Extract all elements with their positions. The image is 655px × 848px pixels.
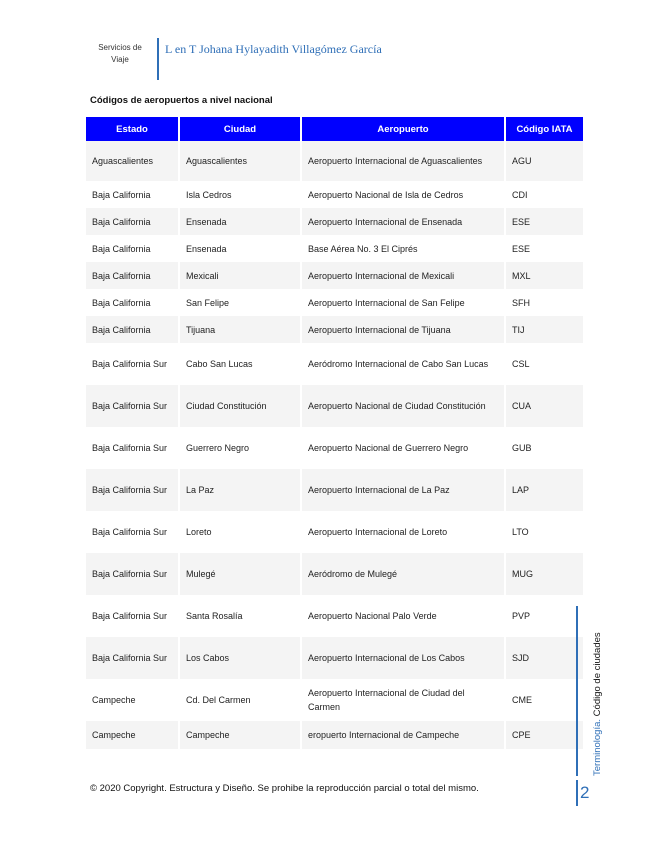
cell-ciudad: Mulegé	[180, 553, 300, 595]
cell-ciudad: Cd. Del Carmen	[180, 679, 300, 721]
page-number: 2	[580, 783, 590, 802]
cell-aeropuerto: Aeropuerto Nacional de Guerrero Negro	[302, 427, 504, 469]
header-section-label	[88, 42, 152, 66]
cell-ciudad: Loreto	[180, 511, 300, 553]
cell-codigo-iata: SFH	[506, 289, 583, 316]
table-row	[86, 289, 583, 316]
side-title-part1: Terminología.	[592, 718, 603, 776]
cell-aeropuerto: Aeropuerto Internacional de Ensenada	[302, 208, 504, 235]
cell-estado: Baja California Sur	[86, 385, 178, 427]
cell-codigo-iata: TIJ	[506, 316, 583, 343]
cell-ciudad: Mexicali	[180, 262, 300, 289]
cell-aeropuerto: Aeropuerto Internacional de Tijuana	[302, 316, 504, 343]
cell-estado: Aguascalientes	[86, 141, 178, 181]
section-title: Códigos de aeropuertos a nivel nacional	[90, 95, 273, 106]
cell-aeropuerto: Aeropuerto Internacional de La Paz	[302, 469, 504, 511]
table-row	[86, 511, 583, 553]
cell-codigo-iata: CSL	[506, 343, 583, 385]
cell-estado: Baja California Sur	[86, 427, 178, 469]
cell-codigo-iata: SJD	[506, 637, 583, 679]
table-row	[86, 181, 583, 208]
cell-ciudad: Isla Cedros	[180, 181, 300, 208]
table-header-row	[86, 117, 583, 141]
cell-aeropuerto: Aeropuerto Nacional Palo Verde	[302, 595, 504, 637]
cell-codigo-iata: MXL	[506, 262, 583, 289]
cell-codigo-iata: CME	[506, 679, 583, 721]
cell-ciudad: Campeche	[180, 721, 300, 749]
cell-codigo-iata: PVP	[506, 595, 583, 637]
cell-ciudad: Aguascalientes	[180, 141, 300, 181]
cell-aeropuerto: Aeropuerto Internacional de Aguascalientes	[302, 141, 504, 181]
cell-ciudad: Ensenada	[180, 208, 300, 235]
cell-estado: Baja California Sur	[86, 511, 178, 553]
cell-codigo-iata: CDI	[506, 181, 583, 208]
table-row	[86, 469, 583, 511]
table-row	[86, 385, 583, 427]
cell-estado: Baja California Sur	[86, 553, 178, 595]
table-row	[86, 235, 583, 262]
cell-ciudad: Cabo San Lucas	[180, 343, 300, 385]
column-header-codigo-iata: Código IATA	[506, 117, 583, 141]
cell-aeropuerto: Aeropuerto Nacional de Isla de Cedros	[302, 181, 504, 208]
cell-codigo-iata: MUG	[506, 553, 583, 595]
cell-aeropuerto: Aeropuerto Nacional de Ciudad Constitución	[302, 385, 504, 427]
cell-ciudad: Santa Rosalía	[180, 595, 300, 637]
page-number-divider	[576, 780, 578, 806]
table-row	[86, 208, 583, 235]
cell-aeropuerto: Base Aérea No. 3 El Ciprés	[302, 235, 504, 262]
cell-estado: Baja California Sur	[86, 469, 178, 511]
cell-aeropuerto: Aeropuerto Internacional de Los Cabos	[302, 637, 504, 679]
side-running-title	[592, 632, 603, 776]
cell-codigo-iata: LAP	[506, 469, 583, 511]
cell-estado: Baja California	[86, 235, 178, 262]
cell-aeropuerto: Aeródromo Internacional de Cabo San Lucas	[302, 343, 504, 385]
cell-ciudad: Ensenada	[180, 235, 300, 262]
cell-aeropuerto: Aeropuerto Internacional de San Felipe	[302, 289, 504, 316]
cell-codigo-iata: LTO	[506, 511, 583, 553]
cell-codigo-iata: AGU	[506, 141, 583, 181]
cell-aeropuerto: Aeropuerto Internacional de Ciudad del Carmen	[302, 679, 504, 721]
column-header-ciudad: Ciudad	[180, 117, 300, 141]
cell-estado: Baja California	[86, 289, 178, 316]
cell-aeropuerto: Aeropuerto Internacional de Mexicali	[302, 262, 504, 289]
cell-codigo-iata: ESE	[506, 208, 583, 235]
table-row	[86, 343, 583, 385]
cell-ciudad: San Felipe	[180, 289, 300, 316]
cell-estado: Campeche	[86, 679, 178, 721]
column-header-estado: Estado	[86, 117, 178, 141]
table-row	[86, 679, 583, 721]
column-header-aeropuerto: Aeropuerto	[302, 117, 504, 141]
cell-aeropuerto: eropuerto Internacional de Campeche	[302, 721, 504, 749]
cell-estado: Baja California	[86, 208, 178, 235]
table-body	[86, 141, 583, 749]
table-row	[86, 553, 583, 595]
cell-aeropuerto: Aeropuerto Internacional de Loreto	[302, 511, 504, 553]
cell-ciudad: La Paz	[180, 469, 300, 511]
cell-codigo-iata: CPE	[506, 721, 583, 749]
side-title-part2: Código de ciudades	[592, 632, 603, 719]
cell-codigo-iata: ESE	[506, 235, 583, 262]
cell-ciudad: Tijuana	[180, 316, 300, 343]
table-row	[86, 141, 583, 181]
cell-ciudad: Los Cabos	[180, 637, 300, 679]
cell-estado: Baja California	[86, 181, 178, 208]
header-divider	[157, 38, 159, 80]
cell-estado: Baja California Sur	[86, 595, 178, 637]
cell-estado: Campeche	[86, 721, 178, 749]
table-row	[86, 316, 583, 343]
header-section-line2: Viaje	[111, 55, 129, 64]
cell-codigo-iata: GUB	[506, 427, 583, 469]
table-row	[86, 637, 583, 679]
cell-estado: Baja California	[86, 316, 178, 343]
header-author-title: L en T Johana Hylayadith Villagómez García	[165, 42, 382, 56]
copyright-footer: © 2020 Copyright. Estructura y Diseño. Se prohibe la reproducción parcial o total del mismo.	[90, 783, 479, 794]
table-row	[86, 721, 583, 749]
cell-aeropuerto: Aeródromo de Mulegé	[302, 553, 504, 595]
cell-codigo-iata: CUA	[506, 385, 583, 427]
airport-codes-table	[84, 117, 585, 749]
cell-estado: Baja California	[86, 262, 178, 289]
side-divider	[576, 606, 578, 776]
cell-ciudad: Ciudad Constitución	[180, 385, 300, 427]
table-row	[86, 262, 583, 289]
table-row	[86, 427, 583, 469]
table-row	[86, 595, 583, 637]
header-section-line1: Servicios de	[98, 43, 142, 52]
cell-estado: Baja California Sur	[86, 343, 178, 385]
cell-estado: Baja California Sur	[86, 637, 178, 679]
cell-ciudad: Guerrero Negro	[180, 427, 300, 469]
